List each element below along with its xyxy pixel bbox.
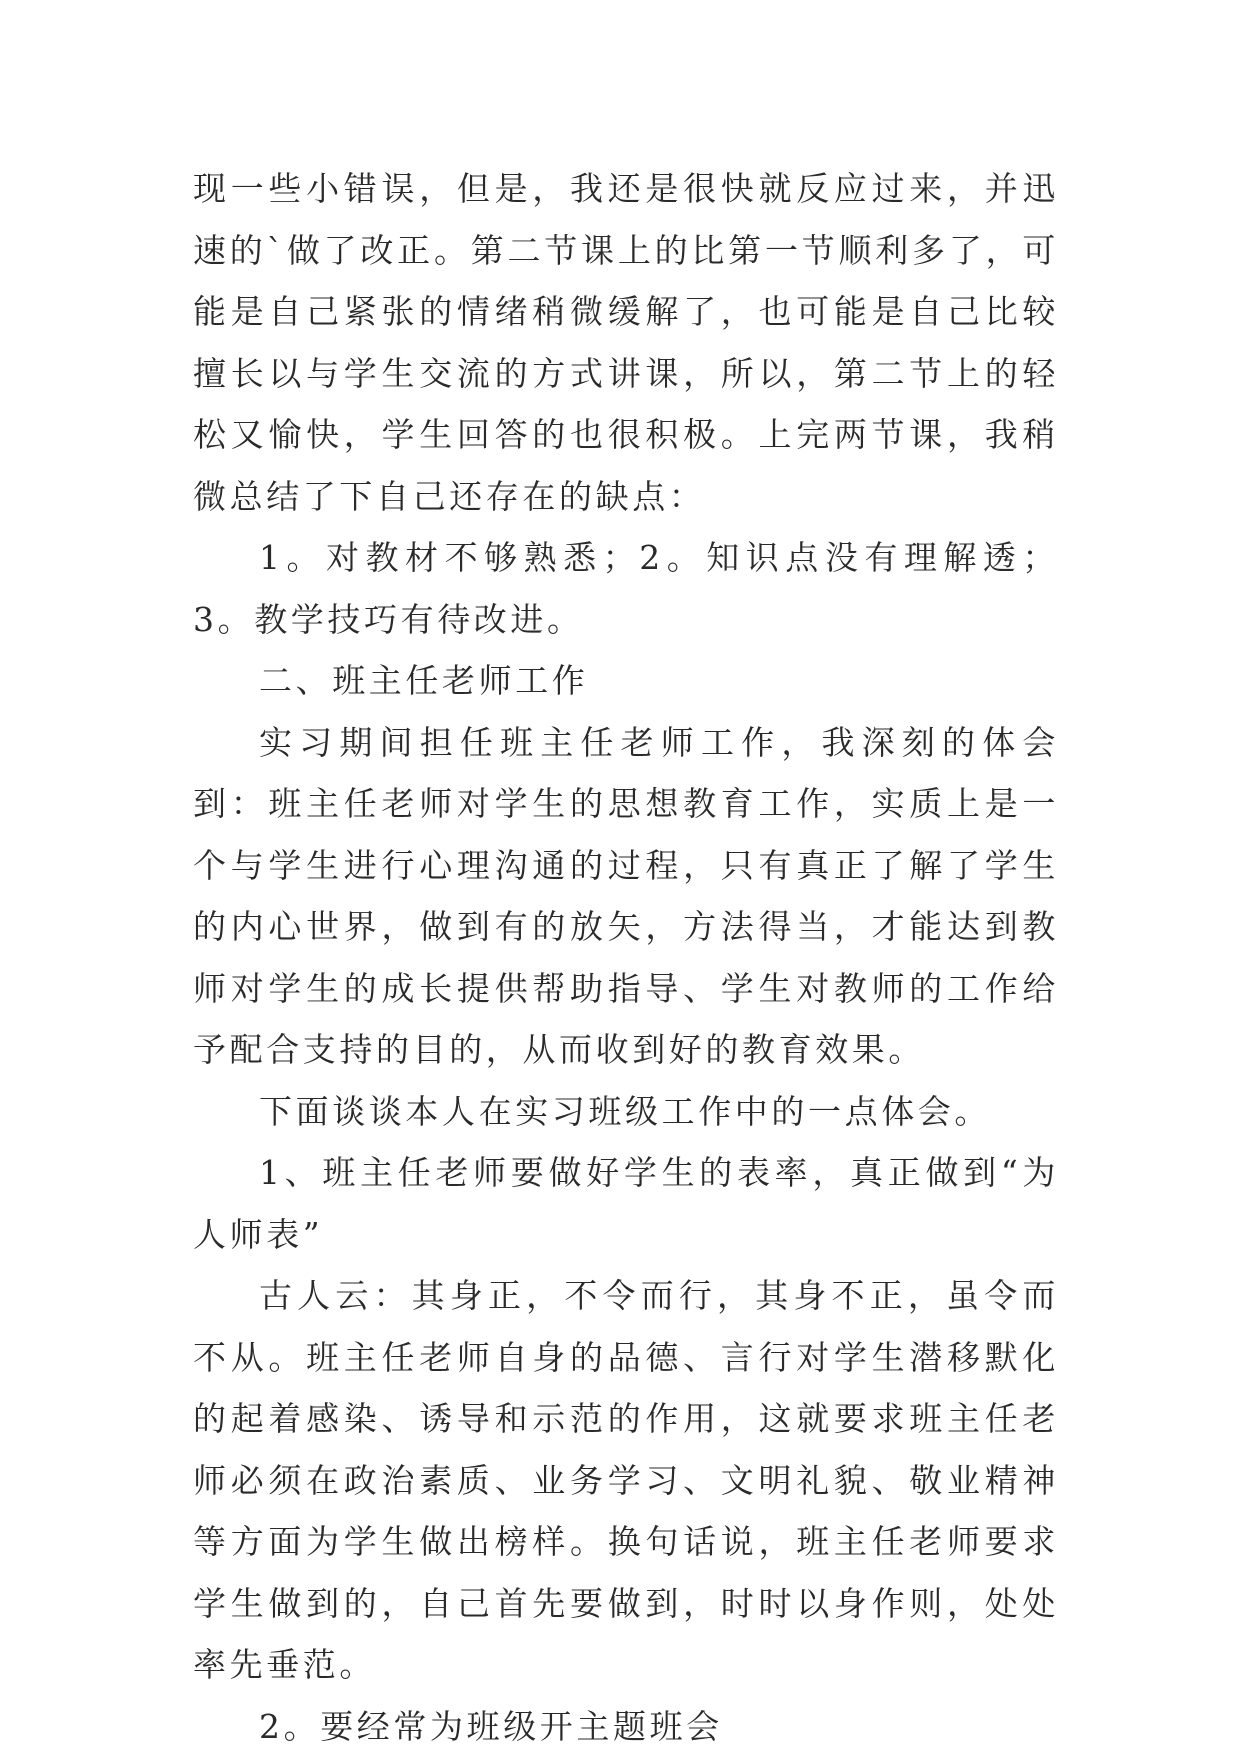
paragraph-role-model: 古人云：其身正，不令而行，其身不正，虽令而不从。班主任老师自身的品德、言行对学生潜移默化的起着感染、诱导和示范的作用，这就要求班主任老师必须在政治素质、业务学习、文明礼貌、敬业精神等方面为学生做出榜样。换句话说，班主任老师要求学生做到的，自己首先要做到，时时以身作则，处处率先垂范。 xyxy=(193,1265,1059,1696)
document-body xyxy=(193,158,1059,1757)
paragraph-class-teacher-experience: 实习期间担任班主任老师工作，我深刻的体会到：班主任老师对学生的思想教育工作，实质上是一个与学生进行心理沟通的过程，只有真正了解了学生的内心世界，做到有的放矢，方法得当，才能达到教师对学生的成长提供帮助指导、学生对教师的工作给予配合支持的目的，从而收到好的教育效果。 xyxy=(193,712,1059,1081)
paragraph-intro-experience: 下面谈谈本人在实习班级工作中的一点体会。 xyxy=(193,1081,1059,1143)
subheading-role-model: 1、班主任老师要做好学生的表率，真正做到“为人师表” xyxy=(193,1142,1059,1265)
paragraph-shortcomings-list: 1。对教材不够熟悉；2。知识点没有理解透；3。教学技巧有待改进。 xyxy=(193,527,1059,650)
section-heading-class-teacher-work: 二、班主任老师工作 xyxy=(193,650,1059,712)
subheading-class-meetings: 2。要经常为班级开主题班会 xyxy=(193,1696,1059,1757)
paragraph-continuation: 现一些小错误，但是，我还是很快就反应过来，并迅速的`做了改正。第二节课上的比第一节顺利多了，可能是自己紧张的情绪稍微缓解了，也可能是自己比较擅长以与学生交流的方式讲课，所以，第二节上的轻松又愉快，学生回答的也很积极。上完两节课，我稍微总结了下自己还存在的缺点： xyxy=(193,158,1059,527)
